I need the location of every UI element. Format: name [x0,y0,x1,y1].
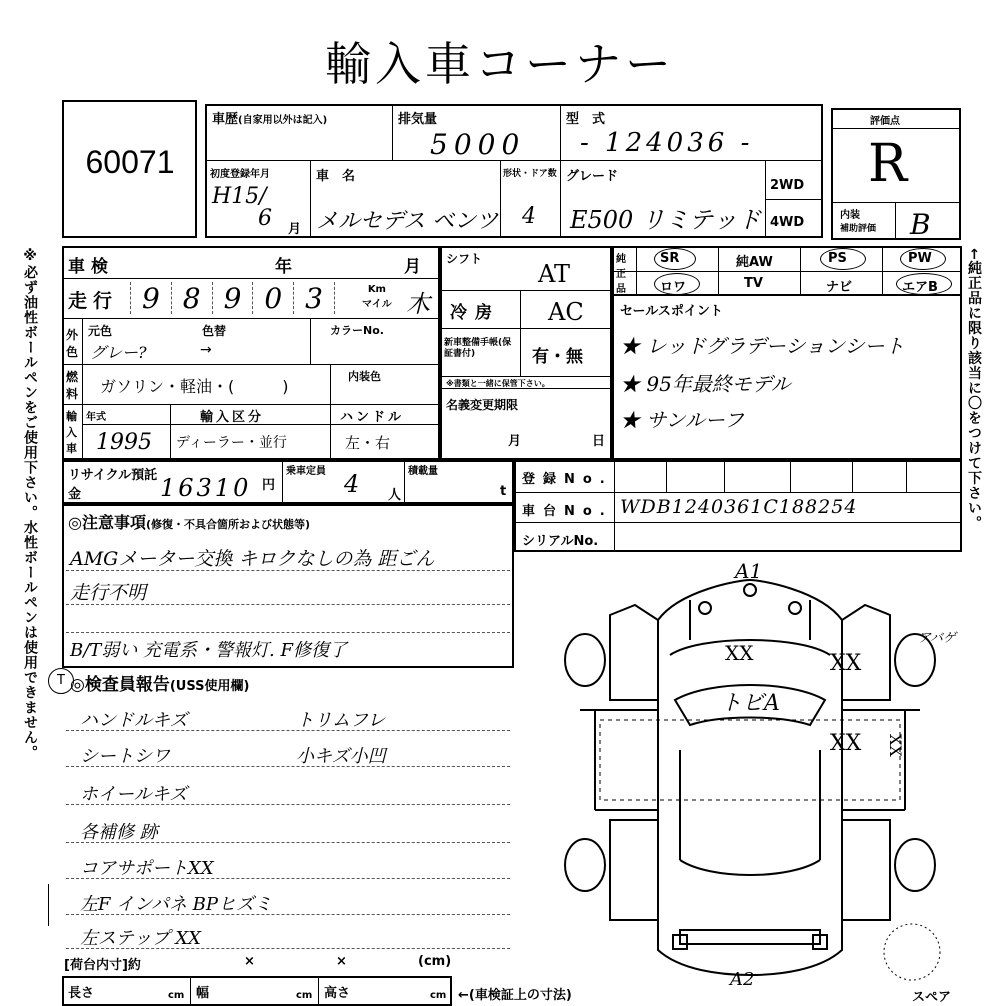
registration-label: 登録No. [522,472,613,487]
interior-value: B [910,208,931,241]
fuel-value: ガソリン・軽油・( ) [100,377,289,396]
fuel-side-label: 燃料 [66,370,79,401]
recycle-label: リサイクル預託金 [68,468,158,502]
model-code-label: 型 式 [566,112,606,127]
shaken-month: 月 [404,257,421,277]
color-orig-value: グレー? [90,343,147,362]
inspector-item-left: コアサポートXX [80,858,214,879]
equipment-item: ナビ [826,280,853,295]
grade-value: E500 リミテッド [570,206,761,234]
displacement-value: 5000 [430,128,526,161]
circle-mark [900,248,946,270]
drive-2wd: 2WD [770,178,805,193]
diagram-rear: A2 [730,969,755,985]
equipment-item: PS [828,251,847,266]
mileage-label: 走行 [68,290,119,312]
cargo-label: [荷台内寸]約 [64,958,141,973]
inspector-circle: T [48,668,74,694]
diagram-glass-mark: トビA [720,691,780,716]
inspector-item-left: シートシワ [80,746,170,767]
capacity-label: 乗車定員 [286,466,326,477]
chassis-label: 車台No. [522,504,613,519]
handle-label: ハンドル [340,410,405,425]
inspector-item-left: 左F インパネ BPヒズミ [80,894,273,915]
manual-note: ※書類と一緒に保管下さい。 [446,379,550,388]
sales-point-item: ★ 95年最終モデル [620,372,791,396]
circle-mark [820,248,866,270]
color-code-label: カラーNo. [330,324,384,337]
diagram-aside-note: アバゲ [918,631,956,646]
circle-mark [654,248,696,270]
color-orig-label: 元色 [88,324,113,338]
mileage-digit: 0 [252,282,293,314]
sales-point-item: ★ サンルーフ [620,408,744,432]
circle-mark [896,273,952,295]
displacement-label: 排気量 [398,112,438,127]
equipment-label: 純正品 [616,254,626,295]
note-line: AMGメーター交換 キロクなしの為 距ごん [70,548,435,570]
cargo-unit: (cm) [418,954,452,969]
shift-label: シフト [446,252,483,266]
name-change-month: 月 [508,434,522,449]
inspector-label: ◎検査員報告(USS使用欄) [70,675,250,695]
drive-4wd: 4WD [770,215,805,230]
first-reg-label: 初度登録年月 [210,169,270,180]
import-type-value: ディーラー・並行 [176,435,287,451]
cargo-x1: × [244,954,255,969]
handle-value: 左・右 [345,434,391,452]
recycle-unit: 円 [262,478,276,493]
size-length-label: 長さ [68,986,95,1001]
serial-label: シリアルNo. [522,534,599,549]
notes-label: ◎注意事項(修復・不具合箇所および状態等) [68,513,311,532]
load-unit: t [500,484,507,499]
spare-label: スペア [912,990,952,1005]
name-change-day: 日 [592,434,606,449]
inspector-item-left: 各補修 跡 [80,822,158,843]
first-reg-value: H15/ [212,184,267,209]
capacity-value: 4 [344,470,360,498]
shaken-year: 年 [275,257,292,277]
equipment-item: SR [660,251,680,266]
score-label: 評価点 [870,116,900,127]
import-year-label: 年式 [86,412,106,423]
side-note-left: ※必ず油性ボールペンをご使用下さい。水性ボールペンは使用できません。 [22,248,38,760]
color-side-label: 外色 [66,328,79,359]
import-type-label: 輸入区分 [200,410,265,425]
history-label: 車歴(自家用以外は記入) [212,112,328,127]
doors-value: 4 [522,204,536,229]
size-width-label: 幅 [196,986,210,1001]
color-arrow: → [200,342,212,358]
shift-value: AT [538,260,571,288]
diagram-side-mark-2: XX [886,734,905,757]
manual-value: 有・無 [532,347,583,367]
equipment-item: エアB [902,280,938,295]
size-height-label: 高さ [324,986,351,1001]
import-side-label: 輸入車 [66,410,77,455]
size-width-unit: cm [296,990,313,1001]
doors-label: 形状・ドア数 [503,169,557,179]
mileage-digit: 3 [293,282,335,314]
load-label: 積載量 [408,466,438,477]
lot-number: 60071 [85,144,175,180]
car-diagram [540,560,960,985]
equipment-item: TV [744,276,763,291]
mileage-digit: 8 [171,282,212,314]
sales-point-item: ★ レッドグラデーションシート [620,334,905,358]
aircon-value: AC [548,298,584,326]
inspector-item-right: 小キズ小凹 [296,746,386,767]
circle-mark [654,273,700,295]
inspector-item-left: 左ステップ XX [80,928,201,949]
note-line: B/T弱い 充電系・警報灯. F修復了 [70,640,347,661]
mileage-digit: 9 [212,282,253,314]
size-length-unit: cm [168,990,185,1001]
first-reg-month: 6 [258,206,272,231]
mileage-digit: 9 [130,282,171,314]
name-change-label: 名義変更期限 [446,398,519,412]
manual-label: 新車整備手帳(保証書付) [444,338,512,359]
diagram-bonnet-mark: XX [830,731,862,756]
spare-tire [884,924,940,980]
equipment-item: ロワ [660,280,687,295]
interior-label: 内装 補助評価 [840,210,877,234]
grade-label: グレード [566,169,619,184]
chassis-value: WDB1240361C188254 [620,496,858,518]
first-reg-month-label: 月 [288,222,302,237]
note-line: 走行不明 [70,582,147,604]
sales-points-label: セールスポイント [620,304,723,319]
shaken-label: 車検 [68,257,114,277]
color-changed-label: 色替 [202,324,227,338]
bracket-mark [48,884,55,926]
mileage-unit: Km マイル [362,284,392,310]
side-note-right: ←純正品に限り該当に〇をつけて下さい。 [966,248,982,531]
inspector-item-left: ハンドルキズ [80,710,188,731]
inspector-item-left: ホイールキズ [80,784,188,805]
equipment-item: PW [908,251,932,266]
import-year-value: 1995 [96,430,152,455]
size-height-unit: cm [430,990,447,1001]
inspector-item-right: トリムフレ [296,710,386,731]
interior-color-label: 内装色 [348,370,381,383]
aircon-label: 冷房 [450,303,500,323]
equipment-item: 純AW [736,255,773,270]
size-note: ←(車検証上の寸法) [458,988,572,1003]
capacity-unit: 人 [388,488,402,503]
recycle-value: 16310 [160,474,252,502]
car-name-label: 車 名 [316,169,356,184]
score-value: R [868,134,908,194]
mileage-suffix: 木 [406,290,430,318]
car-name-value: メルセデス ベンツ [316,209,499,234]
diagram-roof-mark: XX [725,641,754,665]
cargo-x2: × [336,954,347,969]
size-row [62,976,452,1006]
model-code-value: - 124036 - [580,128,754,158]
page-title: 輸入車コーナー [325,37,675,91]
diagram-front: A1 [735,560,763,583]
mileage-digits [130,282,335,314]
diagram-side-mark-1: XX [830,651,862,676]
